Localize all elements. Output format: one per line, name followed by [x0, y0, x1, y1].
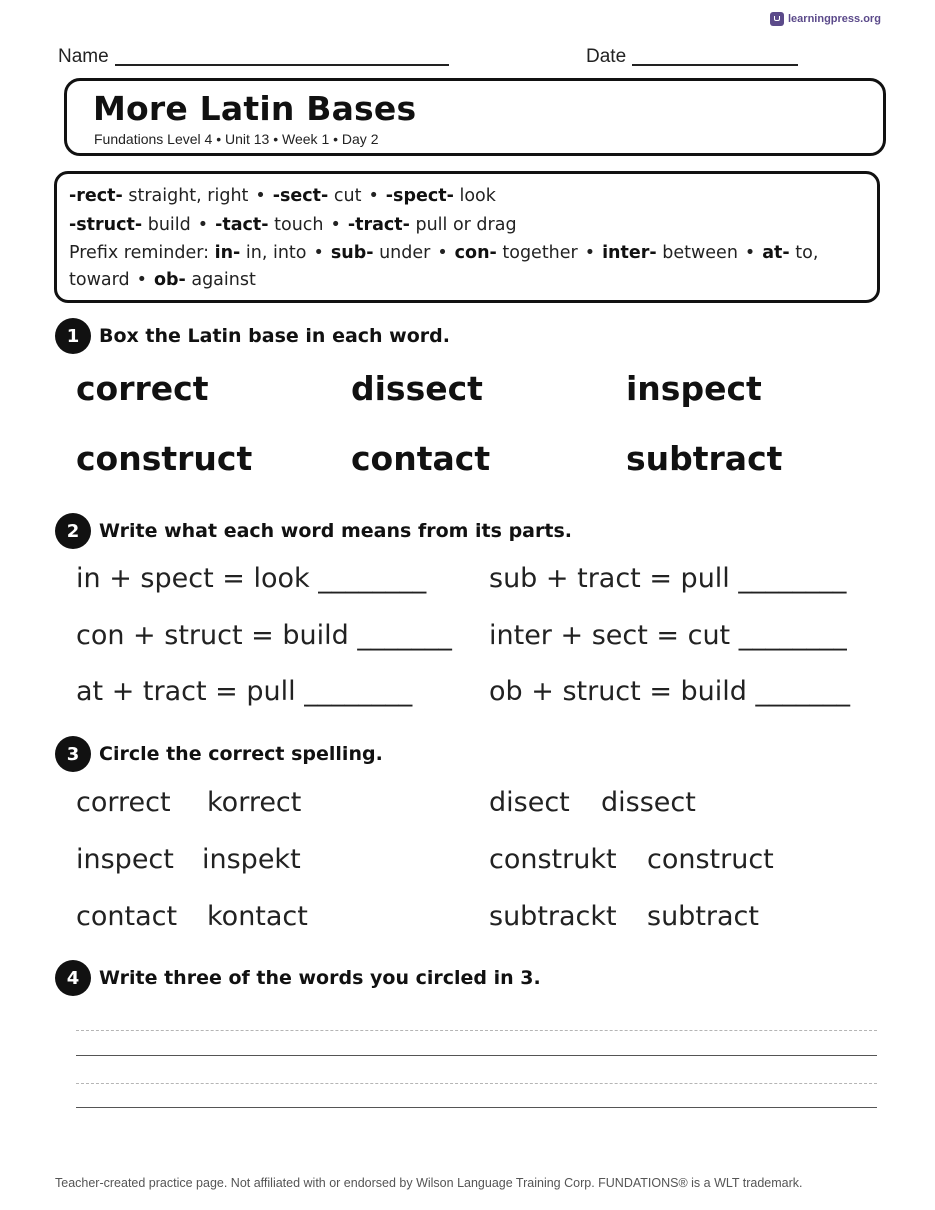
base-part: -tact- [215, 215, 269, 235]
brand-link[interactable] [770, 12, 881, 26]
question-number: 1 [55, 318, 91, 354]
question-text: Circle the correct spelling. [99, 743, 383, 765]
spelling-option[interactable]: subtrackt [489, 901, 617, 932]
name-line[interactable] [115, 48, 449, 66]
prefix-part: con- [454, 243, 497, 263]
writing-midline [76, 1083, 877, 1084]
spelling-option[interactable]: dissect [601, 787, 696, 818]
base-part: -tract- [347, 215, 410, 235]
word-to-box[interactable]: inspect [626, 369, 762, 408]
spelling-option[interactable]: inspect [76, 844, 174, 875]
question-number: 4 [55, 960, 91, 996]
spelling-option[interactable]: inspekt [202, 844, 301, 875]
base-meaning: pull or drag [415, 215, 517, 235]
brand-text: learningpress.org [788, 13, 881, 25]
meaning-item[interactable]: inter + sect = cut ________ [489, 620, 847, 651]
base-meaning: cut [333, 186, 362, 206]
page-subtitle: Fundations Level 4 • Unit 13 • Week 1 • Day 2 [94, 131, 379, 147]
title-box [64, 78, 886, 156]
prefix-meaning: in, into [245, 243, 307, 263]
writing-midline [76, 1030, 877, 1031]
footer-disclaimer: Teacher-created practice page. Not affiliated with or endorsed by Wilson Language Training Corp. FUNDATIONS® is a WLT trademark. [55, 1176, 803, 1190]
base-part: -struct- [69, 215, 143, 235]
meaning-item[interactable]: ob + struct = build _______ [489, 676, 851, 707]
spelling-option[interactable]: kontact [207, 901, 308, 932]
question-2-heading [55, 513, 572, 549]
meaning-item[interactable]: in + spect = look ________ [76, 563, 427, 594]
base-part: -sect- [272, 186, 329, 206]
question-1-heading [55, 318, 450, 354]
word-to-box[interactable]: construct [76, 439, 253, 478]
prefix-meaning: against [191, 270, 256, 290]
question-number: 2 [55, 513, 91, 549]
prefix-reminder: Prefix reminder: in- in, into • sub- under • con- together • inter- between • at- to, toward • ob- against [69, 243, 819, 290]
spelling-option[interactable]: subtract [647, 901, 759, 932]
date-label: Date [586, 46, 627, 67]
date-line[interactable] [632, 48, 798, 66]
prefix-meaning: under [379, 243, 431, 263]
question-text: Write three of the words you circled in 3. [99, 967, 541, 989]
base-meaning: look [459, 186, 496, 206]
base-part: -spect- [385, 186, 454, 206]
meaning-item[interactable]: con + struct = build _______ [76, 620, 452, 651]
prefix-part: ob- [153, 270, 186, 290]
writing-line[interactable] [76, 1107, 877, 1108]
meaning-item[interactable]: at + tract = pull ________ [76, 676, 413, 707]
prefix-meaning: between [662, 243, 738, 263]
spelling-option[interactable]: correct [76, 787, 171, 818]
base-part: -rect- [69, 186, 123, 206]
page-title: More Latin Bases [93, 89, 417, 128]
prefix-part: sub- [330, 243, 374, 263]
base-meaning: straight, right [128, 186, 249, 206]
word-to-box[interactable]: dissect [351, 369, 483, 408]
prefix-meaning: together [502, 243, 578, 263]
prefix-part: inter- [602, 243, 657, 263]
prefix-label: Prefix reminder: [69, 243, 209, 263]
writing-line[interactable] [76, 1055, 877, 1056]
question-3-heading [55, 736, 383, 772]
reference-line-1: -rect- straight, right • -sect- cut • -spect- look [69, 186, 496, 206]
name-field[interactable] [58, 46, 449, 68]
word-to-box[interactable]: subtract [626, 439, 783, 478]
question-text: Write what each word means from its parts. [99, 520, 572, 542]
name-label: Name [58, 46, 109, 67]
word-to-box[interactable]: correct [76, 369, 209, 408]
base-meaning: build [147, 215, 191, 235]
spelling-option[interactable]: korrect [207, 787, 302, 818]
spelling-option[interactable]: contact [76, 901, 178, 932]
base-meaning: touch [274, 215, 324, 235]
prefix-part: at- [762, 243, 790, 263]
prefix-meaning: to, toward [69, 243, 819, 290]
spelling-option[interactable]: disect [489, 787, 570, 818]
word-to-box[interactable]: contact [351, 439, 491, 478]
reference-line-2: -struct- build • -tact- touch • -tract- pull or drag [69, 215, 517, 235]
question-number: 3 [55, 736, 91, 772]
spelling-option[interactable]: construct [647, 844, 774, 875]
reference-box [54, 171, 880, 303]
question-text: Box the Latin base in each word. [99, 325, 450, 347]
meaning-item[interactable]: sub + tract = pull ________ [489, 563, 847, 594]
spelling-option[interactable]: construkt [489, 844, 617, 875]
prefix-part: in- [214, 243, 241, 263]
date-field[interactable] [586, 46, 798, 68]
question-4-heading [55, 960, 541, 996]
book-icon [770, 12, 784, 26]
